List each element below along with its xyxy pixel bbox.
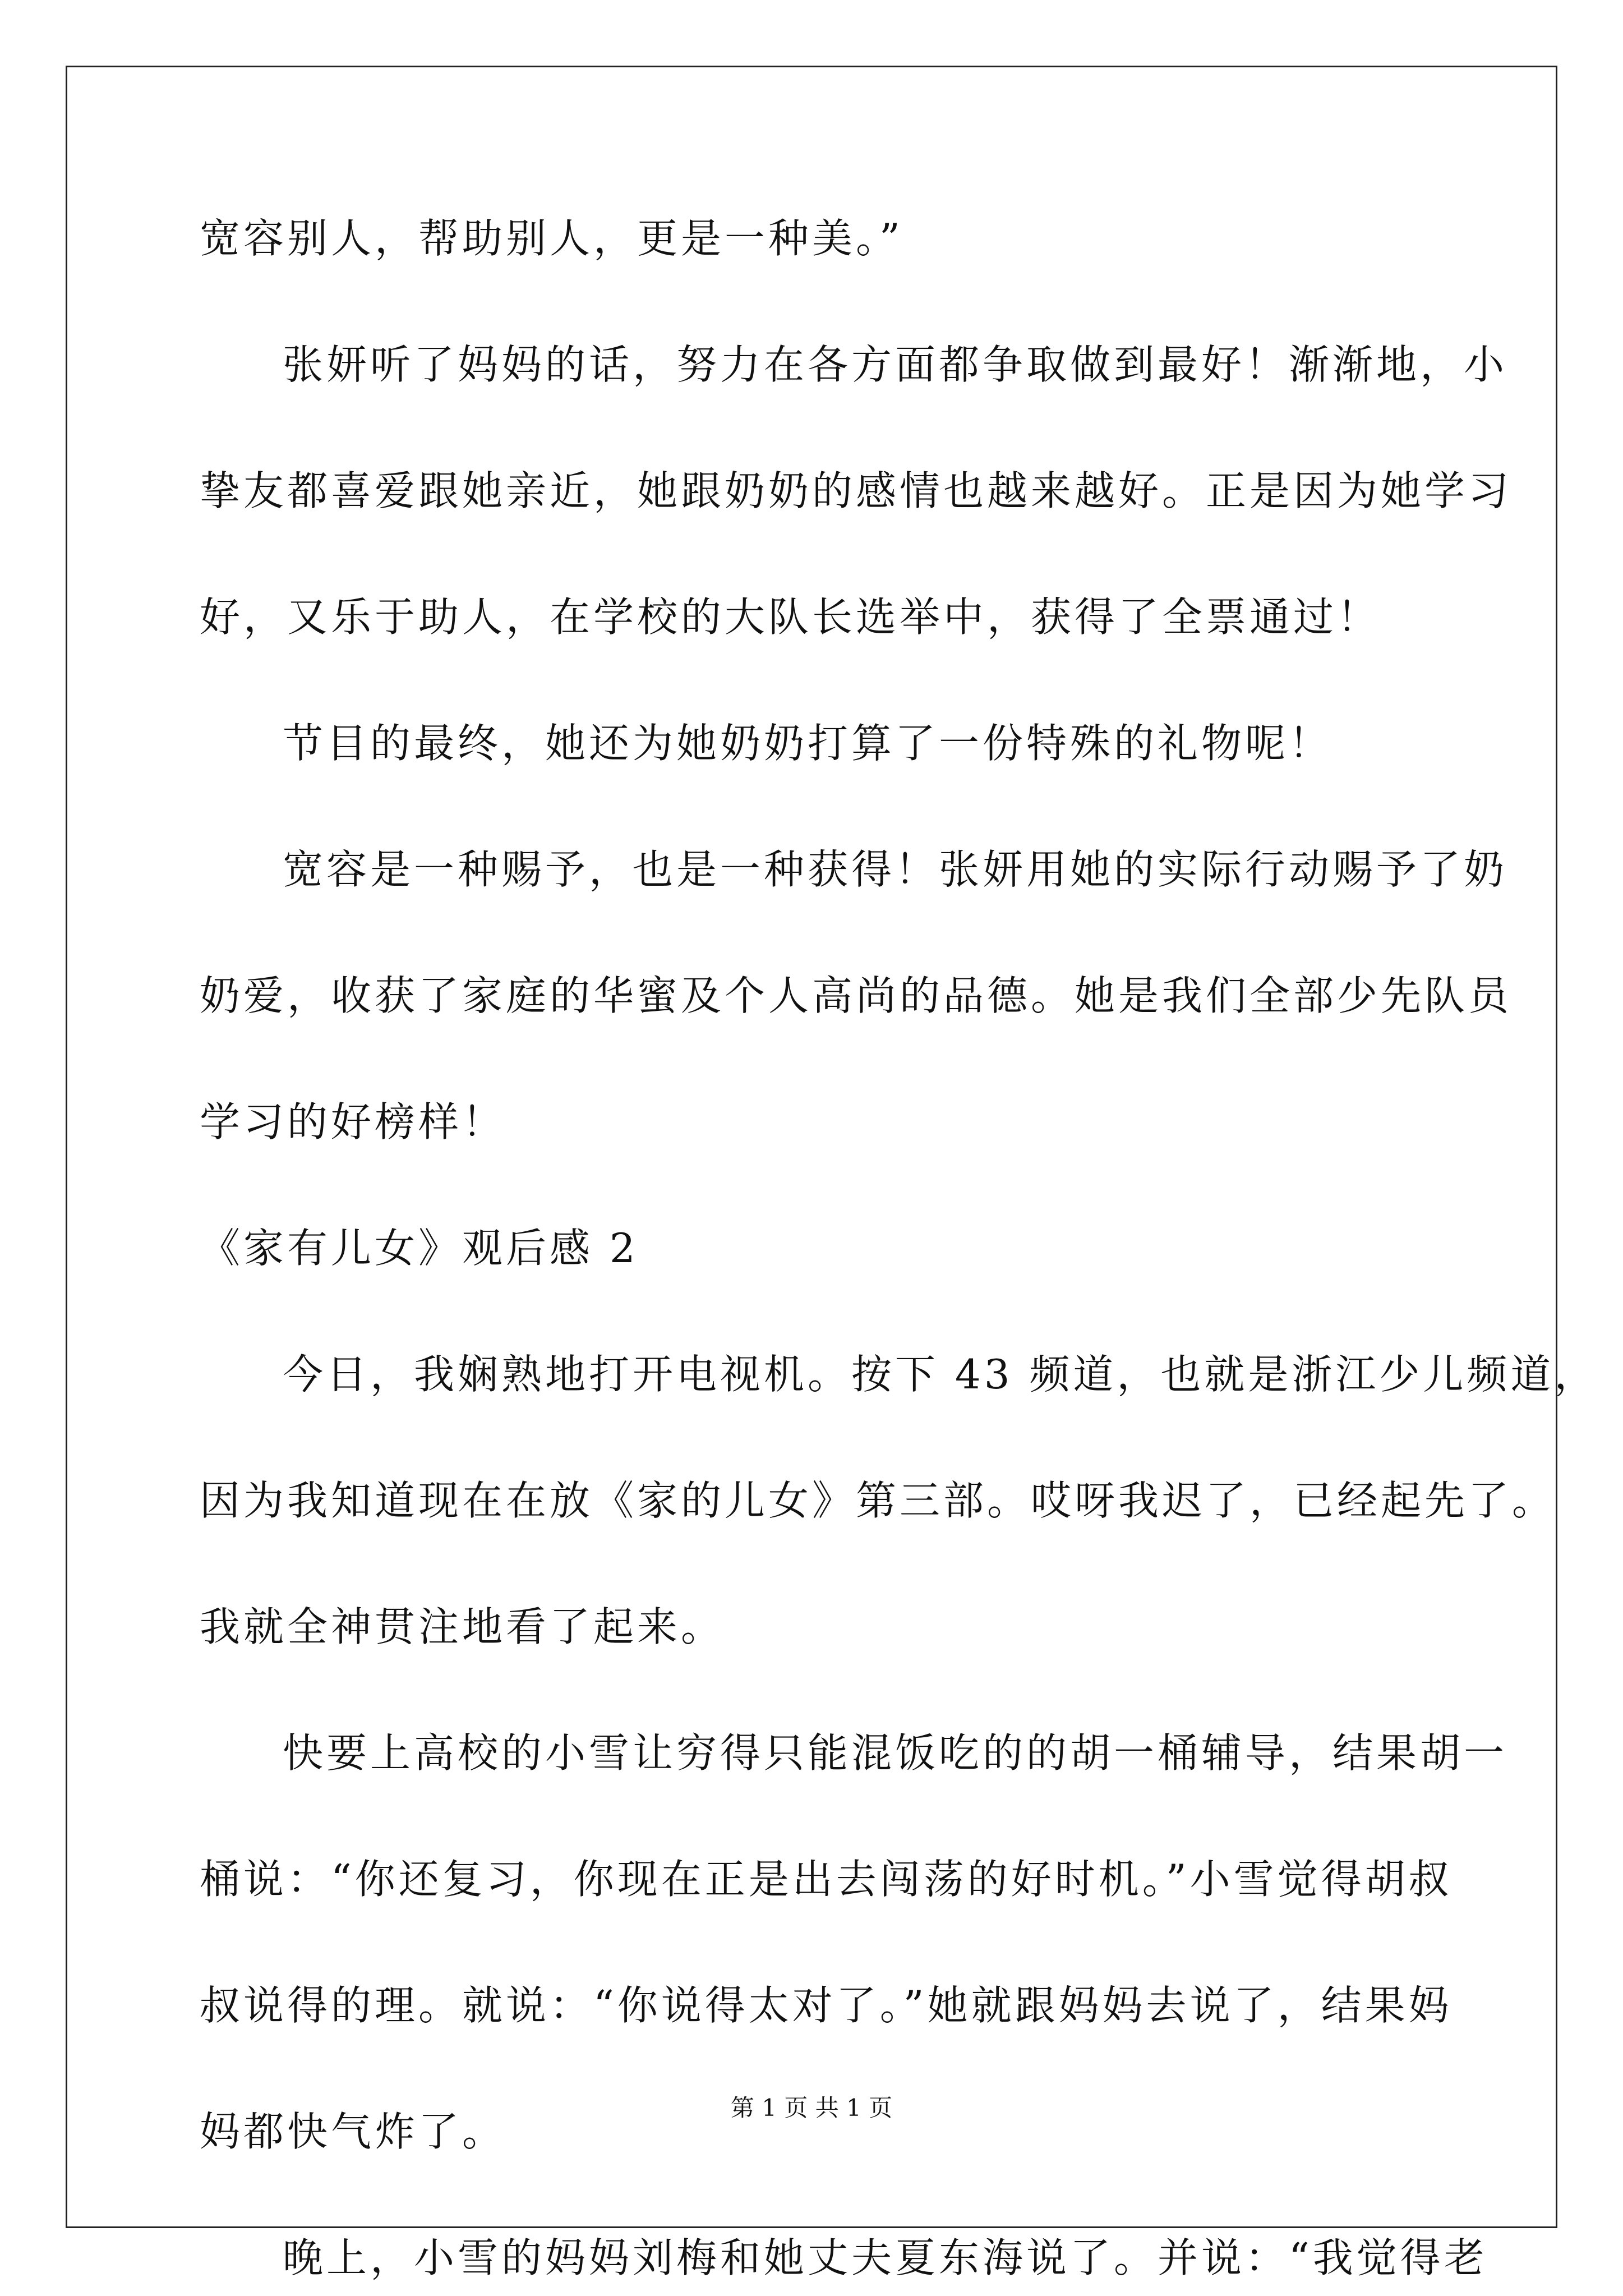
paragraph-start: 今日，我娴熟地打开电视机。按下 43 频道，也就是浙江少儿频道， [283, 1351, 1598, 1398]
text-line: 好，又乐于助人，在学校的大队长选举中，获得了全票通过！ [200, 593, 1381, 641]
paragraph-start: 节目的最终，她还为她奶奶打算了一份特殊的礼物呢！ [283, 720, 1333, 767]
text-line: 桶说：“你还复习，你现在正是出去闯荡的好时机。”小雪觉得胡叔 [200, 1856, 1453, 1903]
text-line: 叔说得的理。就说：“你说得太对了。”她就跟妈妈去说了，结果妈 [200, 1982, 1453, 2029]
section-heading: 《家有儿女》观后感 2 [200, 1225, 639, 1272]
text-line: 奶爱，收获了家庭的华蜜及个人高尚的品德。她是我们全部少先队员 [200, 972, 1513, 1019]
paragraph-start: 快要上高校的小雪让穷得只能混饭吃的的胡一桶辅导，结果胡一 [283, 1729, 1508, 1777]
text-line: 我就全神贯注地看了起来。 [200, 1603, 725, 1650]
paragraph-start: 张妍听了妈妈的话，努力在各方面都争取做到最好！渐渐地，小 [283, 341, 1508, 388]
text-line: 妈都快气炸了。 [200, 2108, 506, 2155]
text-line: 宽容别人，帮助别人，更是一种美。” [200, 215, 903, 262]
text-line: 因为我知道现在在放《家的儿女》第三部。哎呀我迟了，已经起先了。 [200, 1477, 1556, 1524]
text-line: 学习的好榜样！ [200, 1098, 506, 1145]
paragraph-start: 晚上，小雪的妈妈刘梅和她丈夫夏东海说了。并说：“我觉得老 [283, 2234, 1488, 2281]
paragraph-start: 宽容是一种赐予，也是一种获得！张妍用她的实际行动赐予了奶 [283, 846, 1508, 893]
page-number-footer: 第 1 页 共 1 页 [730, 2094, 893, 2122]
text-line: 挚友都喜爱跟她亲近，她跟奶奶的感情也越来越好。正是因为她学习 [200, 467, 1513, 514]
